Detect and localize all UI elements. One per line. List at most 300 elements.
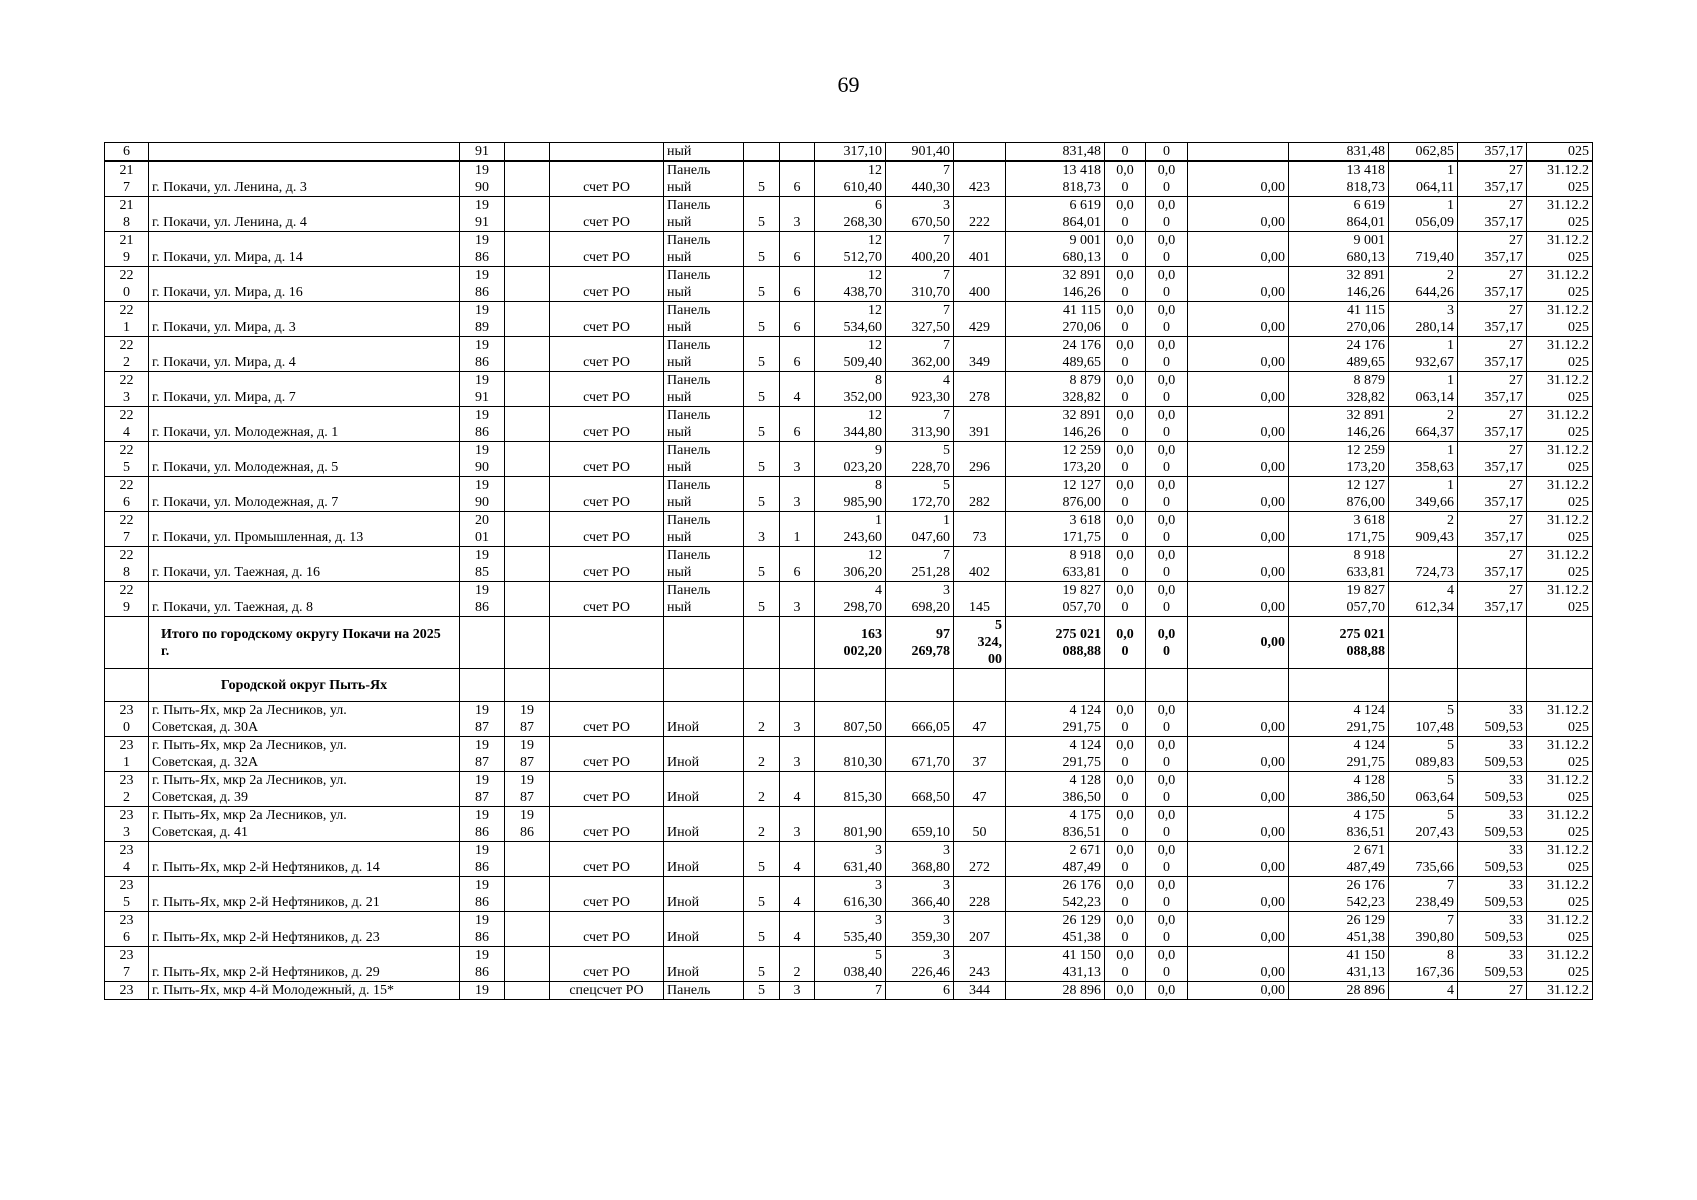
table-cell bbox=[550, 143, 664, 162]
table-cell: 0,0 0 bbox=[1146, 947, 1188, 982]
table-cell: Панель ный bbox=[664, 477, 744, 512]
table-cell: 0,00 bbox=[1188, 232, 1289, 267]
empty-cell bbox=[105, 669, 149, 702]
table-cell: 1 064,11 bbox=[1389, 161, 1458, 197]
table-cell: 0,0 0 bbox=[1105, 197, 1146, 232]
table-row bbox=[105, 807, 1593, 842]
table-cell: 0,0 0 bbox=[1105, 161, 1146, 197]
table-cell: 0,0 0 bbox=[1146, 477, 1188, 512]
table-cell bbox=[505, 477, 550, 512]
table-cell: 0,0 0 bbox=[1105, 267, 1146, 302]
table-cell: 33 509,53 bbox=[1458, 877, 1527, 912]
table-cell: 3 bbox=[780, 442, 815, 477]
table-cell: 41 115 270,06 bbox=[1289, 302, 1389, 337]
total-cell: 275 021 088,88 bbox=[1289, 617, 1389, 669]
table-cell: 2 bbox=[744, 772, 780, 807]
table-cell: 6 bbox=[780, 337, 815, 372]
table-cell: Панель ный bbox=[664, 302, 744, 337]
table-cell: 47 bbox=[954, 702, 1006, 737]
table-row bbox=[105, 197, 1593, 232]
table-cell: 24 176 489,65 bbox=[1006, 337, 1105, 372]
table-cell: 0,00 bbox=[1188, 407, 1289, 442]
table-cell: 2 664,37 bbox=[1389, 407, 1458, 442]
table-cell: 207 bbox=[954, 912, 1006, 947]
table-cell: 23 3 bbox=[105, 807, 149, 842]
table-cell: 0,0 0 bbox=[1146, 161, 1188, 197]
table-cell: 1 358,63 bbox=[1389, 442, 1458, 477]
table-cell: счет РО bbox=[550, 807, 664, 842]
table-cell: 0,0 0 bbox=[1146, 702, 1188, 737]
table-cell: 5 bbox=[744, 161, 780, 197]
table-cell: 3 bbox=[780, 477, 815, 512]
table-cell: 33 509,53 bbox=[1458, 772, 1527, 807]
table-cell: 668,50 bbox=[886, 772, 954, 807]
table-cell: г. Покачи, ул. Ленина, д. 3 bbox=[149, 161, 460, 197]
table-row-continued bbox=[105, 143, 1593, 162]
table-cell: 7 310,70 bbox=[886, 267, 954, 302]
table-cell: 0,00 bbox=[1188, 197, 1289, 232]
total-cell: 0,00 bbox=[1188, 617, 1289, 669]
table-row bbox=[105, 337, 1593, 372]
table-cell: 4 128 386,50 bbox=[1289, 772, 1389, 807]
table-cell: 27 357,17 bbox=[1458, 582, 1527, 617]
table-cell: Панель ный bbox=[664, 372, 744, 407]
table-cell: 31.12.2 025 bbox=[1527, 877, 1593, 912]
table-cell: 41 150 431,13 bbox=[1289, 947, 1389, 982]
table-cell: 0,00 bbox=[1188, 772, 1289, 807]
table-row bbox=[105, 877, 1593, 912]
empty-cell bbox=[505, 617, 550, 669]
table-cell: 3 618 171,75 bbox=[1289, 512, 1389, 547]
table-cell: 0,0 0 bbox=[1105, 302, 1146, 337]
table-cell: 2 bbox=[744, 702, 780, 737]
table-cell bbox=[505, 407, 550, 442]
table-cell: Панель ный bbox=[664, 512, 744, 547]
table-row bbox=[105, 912, 1593, 947]
table-cell: 31.12.2 025 bbox=[1527, 232, 1593, 267]
table-cell: 73 bbox=[954, 512, 1006, 547]
table-cell: 31.12.2 025 bbox=[1527, 912, 1593, 947]
table-cell: 4 612,34 bbox=[1389, 582, 1458, 617]
page-number: 69 bbox=[837, 72, 860, 97]
table-cell: г. Пыть-Ях, мкр 2а Лесников, ул. Советская, д. 41 bbox=[149, 807, 460, 842]
table-cell: 33 509,53 bbox=[1458, 947, 1527, 982]
total-row bbox=[105, 617, 1593, 669]
table-cell: 22 8 bbox=[105, 547, 149, 582]
table-cell: 0,0 0 bbox=[1105, 772, 1146, 807]
table-cell bbox=[505, 582, 550, 617]
table-cell: 145 bbox=[954, 582, 1006, 617]
table-cell: 19 827 057,70 bbox=[1289, 582, 1389, 617]
table-cell: 2 671 487,49 bbox=[1006, 842, 1105, 877]
table-cell: г. Покачи, ул. Молодежная, д. 1 bbox=[149, 407, 460, 442]
table-cell: 719,40 bbox=[1389, 232, 1458, 267]
total-cell: 97 269,78 bbox=[886, 617, 954, 669]
table-cell: 13 418 818,73 bbox=[1006, 161, 1105, 197]
table-cell: 19 86 bbox=[460, 267, 505, 302]
table-cell: 27 357,17 bbox=[1458, 197, 1527, 232]
table-cell: 5 bbox=[744, 232, 780, 267]
table-cell: г. Покачи, ул. Мира, д. 3 bbox=[149, 302, 460, 337]
table-cell: 5 bbox=[744, 547, 780, 582]
table-cell: 0,00 bbox=[1188, 337, 1289, 372]
table-row bbox=[105, 512, 1593, 547]
table-cell: г. Покачи, ул. Ленина, д. 4 bbox=[149, 197, 460, 232]
empty-cell bbox=[550, 617, 664, 669]
table-cell: 0,00 bbox=[1188, 442, 1289, 477]
table-cell: 19 90 bbox=[460, 161, 505, 197]
table-cell: 27 357,17 bbox=[1458, 337, 1527, 372]
repair-program-table bbox=[104, 142, 1593, 1000]
table-cell: 0,00 bbox=[1188, 807, 1289, 842]
table-cell: 3 bbox=[780, 807, 815, 842]
table-cell: 26 129 451,38 bbox=[1289, 912, 1389, 947]
table-cell: 0,0 0 bbox=[1105, 512, 1146, 547]
table-cell: 19 86 bbox=[460, 842, 505, 877]
table-row bbox=[105, 702, 1593, 737]
table-cell: 3 359,30 bbox=[886, 912, 954, 947]
total-cell: 163 002,20 bbox=[815, 617, 886, 669]
table-cell: 19 87 bbox=[505, 772, 550, 807]
table-cell: 6 bbox=[886, 982, 954, 1000]
table-cell: 659,10 bbox=[886, 807, 954, 842]
table-cell: 3 616,30 bbox=[815, 877, 886, 912]
table-cell: 12 259 173,20 bbox=[1289, 442, 1389, 477]
empty-cell bbox=[1458, 669, 1527, 702]
table-cell: 7 400,20 bbox=[886, 232, 954, 267]
table-cell: счет РО bbox=[550, 582, 664, 617]
empty-cell bbox=[780, 669, 815, 702]
table-row bbox=[105, 161, 1593, 197]
table-cell: 12 127 876,00 bbox=[1006, 477, 1105, 512]
table-cell: 31.12.2 025 bbox=[1527, 197, 1593, 232]
table-cell: 810,30 bbox=[815, 737, 886, 772]
total-cell: 275 021 088,88 bbox=[1006, 617, 1105, 669]
table-cell: 8 352,00 bbox=[815, 372, 886, 407]
table-cell: 7 362,00 bbox=[886, 337, 954, 372]
table-cell: 8 918 633,81 bbox=[1006, 547, 1105, 582]
table-cell: 31.12.2 025 bbox=[1527, 407, 1593, 442]
empty-cell bbox=[664, 617, 744, 669]
table-cell: 1 243,60 bbox=[815, 512, 886, 547]
table-cell: 50 bbox=[954, 807, 1006, 842]
table-row bbox=[105, 582, 1593, 617]
table-cell: 401 bbox=[954, 232, 1006, 267]
table-cell: 1 349,66 bbox=[1389, 477, 1458, 512]
table-cell bbox=[505, 232, 550, 267]
table-cell: 0,0 0 bbox=[1105, 702, 1146, 737]
table-cell bbox=[1188, 143, 1289, 162]
table-cell: 228 bbox=[954, 877, 1006, 912]
table-cell: 9 023,20 bbox=[815, 442, 886, 477]
table-cell: 423 bbox=[954, 161, 1006, 197]
table-cell: 0,0 0 bbox=[1146, 407, 1188, 442]
table-cell: 0,00 bbox=[1188, 477, 1289, 512]
empty-cell bbox=[1289, 669, 1389, 702]
table-cell: 3 bbox=[780, 197, 815, 232]
table-cell: 41 115 270,06 bbox=[1006, 302, 1105, 337]
table-cell: 19 86 bbox=[460, 337, 505, 372]
table-cell: 32 891 146,26 bbox=[1006, 407, 1105, 442]
table-cell bbox=[505, 161, 550, 197]
table-row bbox=[105, 302, 1593, 337]
table-cell: 7 251,28 bbox=[886, 547, 954, 582]
table-cell: 20 01 bbox=[460, 512, 505, 547]
empty-cell bbox=[815, 669, 886, 702]
table-cell: 222 bbox=[954, 197, 1006, 232]
table-cell: 6 bbox=[780, 161, 815, 197]
table-cell: 0,00 bbox=[1188, 982, 1289, 1000]
table-cell: Иной bbox=[664, 702, 744, 737]
table-cell: 5 228,70 bbox=[886, 442, 954, 477]
table-cell: г. Покачи, ул. Таежная, д. 16 bbox=[149, 547, 460, 582]
table-cell: г. Пыть-Ях, мкр 2а Лесников, ул. Советская, д. 30А bbox=[149, 702, 460, 737]
table-cell: счет РО bbox=[550, 547, 664, 582]
table-cell: Иной bbox=[664, 772, 744, 807]
table-cell: 19 86 bbox=[505, 807, 550, 842]
empty-cell bbox=[1389, 669, 1458, 702]
table-cell: 3 bbox=[780, 737, 815, 772]
table-cell: 0,00 bbox=[1188, 302, 1289, 337]
table-cell: 21 8 bbox=[105, 197, 149, 232]
table-cell: 6 619 864,01 bbox=[1006, 197, 1105, 232]
table-cell: 402 bbox=[954, 547, 1006, 582]
table-cell: 19 91 bbox=[460, 372, 505, 407]
table-cell: 3 698,20 bbox=[886, 582, 954, 617]
table-cell: 7 313,90 bbox=[886, 407, 954, 442]
empty-cell bbox=[1389, 617, 1458, 669]
table-cell: 2 671 487,49 bbox=[1289, 842, 1389, 877]
table-cell: 4 124 291,75 bbox=[1289, 737, 1389, 772]
table-cell: 0,0 0 bbox=[1146, 842, 1188, 877]
table-cell: 23 5 bbox=[105, 877, 149, 912]
table-cell: 6 bbox=[105, 143, 149, 162]
table-cell: г. Покачи, ул. Мира, д. 16 bbox=[149, 267, 460, 302]
table-cell: 28 896 bbox=[1006, 982, 1105, 1000]
table-cell: 5 bbox=[744, 302, 780, 337]
table-cell: 5 089,83 bbox=[1389, 737, 1458, 772]
table-cell: г. Пыть-Ях, мкр 2а Лесников, ул. Советская, д. 32А bbox=[149, 737, 460, 772]
table-cell: счет РО bbox=[550, 372, 664, 407]
table-cell: 7 390,80 bbox=[1389, 912, 1458, 947]
table-cell bbox=[505, 442, 550, 477]
table-cell: Иной bbox=[664, 842, 744, 877]
table-cell: 0 bbox=[1105, 143, 1146, 162]
table-cell: 22 1 bbox=[105, 302, 149, 337]
table-cell: 19 90 bbox=[460, 442, 505, 477]
empty-cell bbox=[105, 617, 149, 669]
section-title: Городской округ Пыть-Ях bbox=[149, 669, 460, 702]
table-cell: 0,0 0 bbox=[1146, 197, 1188, 232]
table-cell: 31.12.2 025 bbox=[1527, 737, 1593, 772]
table-cell: 19 86 bbox=[460, 947, 505, 982]
table-cell: 7 238,49 bbox=[1389, 877, 1458, 912]
table-cell: 5 172,70 bbox=[886, 477, 954, 512]
table-cell: 0,00 bbox=[1188, 372, 1289, 407]
table-cell: 6 268,30 bbox=[815, 197, 886, 232]
table-cell: 23 1 bbox=[105, 737, 149, 772]
empty-cell bbox=[886, 669, 954, 702]
table-cell: 23 2 bbox=[105, 772, 149, 807]
table-cell: 0,00 bbox=[1188, 582, 1289, 617]
table-cell: 6 bbox=[780, 267, 815, 302]
table-cell: 5 bbox=[744, 267, 780, 302]
table-cell: 8 879 328,82 bbox=[1289, 372, 1389, 407]
table-cell: 19 827 057,70 bbox=[1006, 582, 1105, 617]
table-cell: 4 bbox=[1389, 982, 1458, 1000]
table-cell: 0,0 0 bbox=[1146, 232, 1188, 267]
table-cell: 3 366,40 bbox=[886, 877, 954, 912]
table-cell bbox=[744, 143, 780, 162]
table-cell: 2 bbox=[780, 947, 815, 982]
table-cell: 8 985,90 bbox=[815, 477, 886, 512]
table-cell: 0,0 0 bbox=[1146, 877, 1188, 912]
table-cell: Иной bbox=[664, 912, 744, 947]
table-cell: 19 87 bbox=[505, 737, 550, 772]
table-cell: 28 896 bbox=[1289, 982, 1389, 1000]
table-cell: 21 7 bbox=[105, 161, 149, 197]
table-cell: 27 357,17 bbox=[1458, 477, 1527, 512]
table-row bbox=[105, 547, 1593, 582]
table-cell: 0,0 0 bbox=[1105, 442, 1146, 477]
table-cell: 91 bbox=[460, 143, 505, 162]
section-title-row bbox=[105, 669, 1593, 702]
table-cell: 19 90 bbox=[460, 477, 505, 512]
table-cell: 0,0 0 bbox=[1146, 772, 1188, 807]
table-cell: 671,70 bbox=[886, 737, 954, 772]
table-cell: 31.12.2 025 bbox=[1527, 947, 1593, 982]
table-cell: 1 047,60 bbox=[886, 512, 954, 547]
table-cell: 4 bbox=[780, 372, 815, 407]
table-row-cut bbox=[105, 982, 1593, 1000]
table-cell: 4 923,30 bbox=[886, 372, 954, 407]
table-cell: 0,0 0 bbox=[1105, 877, 1146, 912]
table-cell: 32 891 146,26 bbox=[1289, 407, 1389, 442]
table-cell: 9 001 680,13 bbox=[1289, 232, 1389, 267]
total-cell: Итого по городскому округу Покачи на 2025 г. bbox=[149, 617, 460, 669]
table-cell: 23 bbox=[105, 982, 149, 1000]
table-cell bbox=[505, 842, 550, 877]
table-cell bbox=[505, 267, 550, 302]
table-row bbox=[105, 737, 1593, 772]
table-cell bbox=[505, 302, 550, 337]
table-cell: 3 535,40 bbox=[815, 912, 886, 947]
table-cell: 3 670,50 bbox=[886, 197, 954, 232]
table-cell: 31.12.2 025 bbox=[1527, 337, 1593, 372]
table-cell: 0,0 bbox=[1146, 982, 1188, 1000]
empty-cell bbox=[744, 617, 780, 669]
table-cell: 27 357,17 bbox=[1458, 372, 1527, 407]
table-cell: 5 bbox=[744, 477, 780, 512]
table-cell: 12 259 173,20 bbox=[1006, 442, 1105, 477]
table-cell: 26 176 542,23 bbox=[1006, 877, 1105, 912]
table-cell: 4 bbox=[780, 772, 815, 807]
table-cell: 37 bbox=[954, 737, 1006, 772]
table-cell: г. Покачи, ул. Мира, д. 14 bbox=[149, 232, 460, 267]
table-cell: 1 063,14 bbox=[1389, 372, 1458, 407]
table-cell: 6 619 864,01 bbox=[1289, 197, 1389, 232]
table-cell: 282 bbox=[954, 477, 1006, 512]
table-cell: Иной bbox=[664, 737, 744, 772]
empty-cell bbox=[1105, 669, 1146, 702]
table-cell: 5 bbox=[744, 947, 780, 982]
table-cell: 13 418 818,73 bbox=[1289, 161, 1389, 197]
table-cell: 12 438,70 bbox=[815, 267, 886, 302]
table-cell: 4 128 386,50 bbox=[1006, 772, 1105, 807]
table-cell: счет РО bbox=[550, 197, 664, 232]
table-cell: 0,0 0 bbox=[1146, 912, 1188, 947]
table-cell: 19 86 bbox=[460, 582, 505, 617]
table-cell: г. Пыть-Ях, мкр 2-й Нефтяников, д. 14 bbox=[149, 842, 460, 877]
table-cell: 31.12.2 025 bbox=[1527, 772, 1593, 807]
table-cell: 8 167,36 bbox=[1389, 947, 1458, 982]
table-cell: г. Покачи, ул. Промышленная, д. 13 bbox=[149, 512, 460, 547]
table-cell: 5 107,48 bbox=[1389, 702, 1458, 737]
table-cell: 47 bbox=[954, 772, 1006, 807]
table-cell: 0,0 0 bbox=[1105, 912, 1146, 947]
table-cell: 26 129 451,38 bbox=[1006, 912, 1105, 947]
table-cell: 400 bbox=[954, 267, 1006, 302]
table-cell: 0,0 0 bbox=[1146, 547, 1188, 582]
table-row bbox=[105, 772, 1593, 807]
total-cell: 0,0 0 bbox=[1146, 617, 1188, 669]
table-cell: 27 357,17 bbox=[1458, 267, 1527, 302]
table-cell: 1 bbox=[780, 512, 815, 547]
table-cell: 12 306,20 bbox=[815, 547, 886, 582]
table-cell: Панель ный bbox=[664, 232, 744, 267]
table-cell: Панель ный bbox=[664, 547, 744, 582]
table-cell: Панель ный bbox=[664, 337, 744, 372]
table-cell: 0,00 bbox=[1188, 702, 1289, 737]
table-cell: 0,00 bbox=[1188, 912, 1289, 947]
empty-cell bbox=[1188, 669, 1289, 702]
table-cell: 2 bbox=[744, 807, 780, 842]
table-cell: 33 509,53 bbox=[1458, 842, 1527, 877]
table-row bbox=[105, 442, 1593, 477]
table-cell: 22 4 bbox=[105, 407, 149, 442]
table-cell: 19 91 bbox=[460, 197, 505, 232]
table-cell bbox=[505, 372, 550, 407]
table-cell: 0,0 0 bbox=[1105, 582, 1146, 617]
table-cell: 22 5 bbox=[105, 442, 149, 477]
table-cell: 5 bbox=[744, 877, 780, 912]
total-cell: 0,0 0 bbox=[1105, 617, 1146, 669]
table-cell: 32 891 146,26 bbox=[1289, 267, 1389, 302]
table-cell: 0,0 0 bbox=[1105, 547, 1146, 582]
table-cell: 4 bbox=[780, 912, 815, 947]
table-cell: 19 86 bbox=[460, 877, 505, 912]
table-cell: 12 610,40 bbox=[815, 161, 886, 197]
table-cell bbox=[505, 512, 550, 547]
table-cell: Панель ный bbox=[664, 407, 744, 442]
table-cell: 27 357,17 bbox=[1458, 512, 1527, 547]
table-cell: 4 175 836,51 bbox=[1006, 807, 1105, 842]
table-cell: 5 bbox=[744, 442, 780, 477]
table-cell: 5 bbox=[744, 912, 780, 947]
table-cell: 025 bbox=[1527, 143, 1593, 162]
table-cell: 19 87 bbox=[460, 737, 505, 772]
table-cell: 429 bbox=[954, 302, 1006, 337]
empty-cell bbox=[550, 669, 664, 702]
table-cell: 22 6 bbox=[105, 477, 149, 512]
table-cell: 3 280,14 bbox=[1389, 302, 1458, 337]
table-cell: Иной bbox=[664, 877, 744, 912]
table-cell: 2 644,26 bbox=[1389, 267, 1458, 302]
table-cell: 27 357,17 bbox=[1458, 161, 1527, 197]
table-cell: 19 86 bbox=[460, 807, 505, 842]
table-cell: спецсчет РО bbox=[550, 982, 664, 1000]
empty-cell bbox=[460, 617, 505, 669]
